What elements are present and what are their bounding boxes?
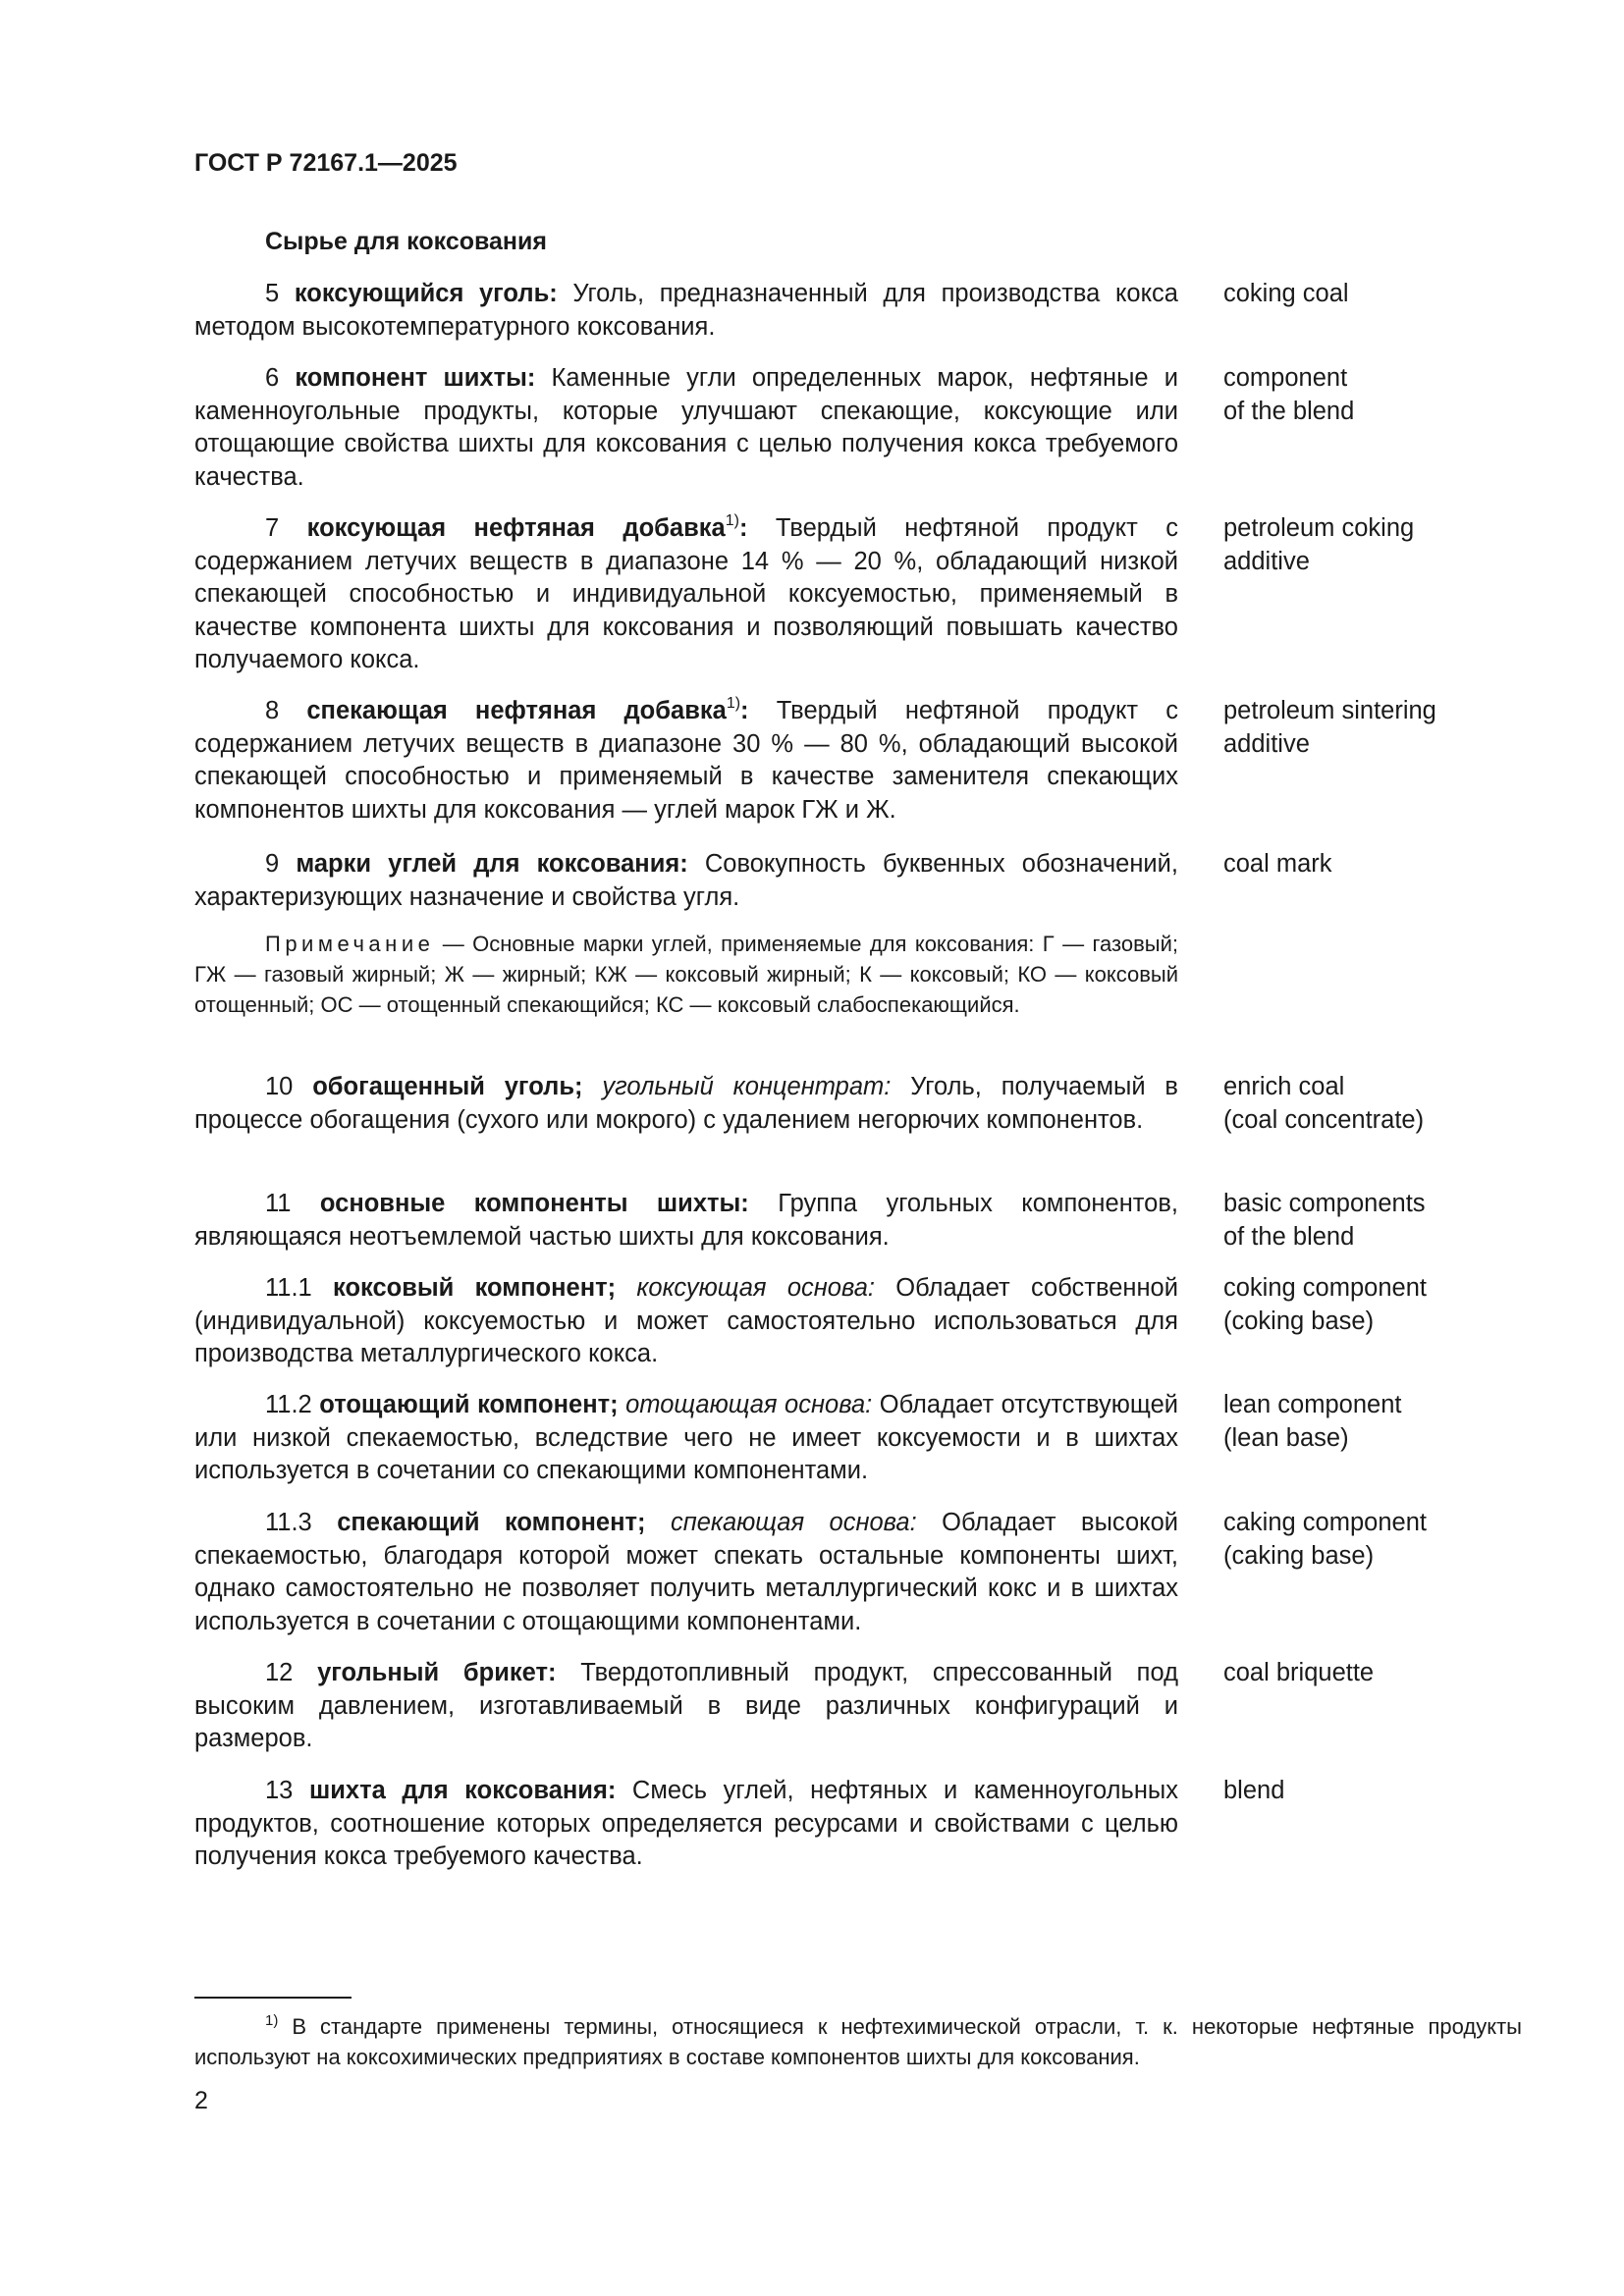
- term-synonym: коксующая основа:: [636, 1274, 875, 1302]
- term-definition: [194, 1775, 1178, 1874]
- term-number: 11.3: [265, 1509, 312, 1536]
- term-number: 5: [265, 280, 280, 307]
- definition-text: Твердотопливный продукт, спрессованный под высоким давлением, изготавливаемый в виде различных конфигураций и размеров.: [194, 1659, 1178, 1752]
- definition-text: Группа угольных компонентов, являющаяся неотъемлемой частью шихты для коксования.: [194, 1190, 1178, 1251]
- english-equivalent: enrich coal (coal concentrate): [1223, 1073, 1425, 1134]
- term-definition: [194, 1657, 1178, 1756]
- english-equivalent: coking component (coking base): [1223, 1274, 1427, 1335]
- term-name: основные компоненты шихты:: [319, 1190, 749, 1217]
- term-name: шихта для коксования:: [308, 1777, 617, 1804]
- definition-text: Уголь, получаемый в процессе обогащения (сухого или мокрого) с удалением негорючих компонентов.: [194, 1073, 1178, 1134]
- footnote: [194, 2011, 1522, 2072]
- english-equivalent: component of the blend: [1223, 364, 1355, 425]
- definition-text: Смесь углей, нефтяных и каменноугольных продуктов, соотношение которых определяется ресурсами и свойствами с целью получения кокса требуемого качества.: [194, 1777, 1178, 1870]
- english-equivalent: caking component (caking base): [1223, 1509, 1427, 1570]
- term-name: марки углей для коксования:: [296, 850, 688, 878]
- term-definition: [194, 1389, 1178, 1488]
- term-number: 10: [265, 1073, 294, 1100]
- english-equivalent: basic components of the blend: [1223, 1190, 1426, 1251]
- page-number: 2: [194, 2087, 208, 2114]
- term-name: угольный брикет:: [317, 1659, 557, 1686]
- definition-text: Обладает отсутствующей или низкой спекаемостью, вследствие чего не имеет коксуемости и в шихтах используется в сочетании со спекающими компонентами.: [194, 1391, 1178, 1484]
- definition-text: Обладает высокой спекаемостью, благодаря которой может спекать остальные компоненты шихт, однако самостоятельно не позволяет получить металлургический кокс и в шихтах используется в сочетании с отощающими компонентами.: [194, 1509, 1178, 1635]
- term-name: коксовый компонент;: [333, 1274, 617, 1302]
- english-equivalent: coal mark: [1223, 850, 1332, 878]
- term-name: спекающая нефтяная добавка: [306, 697, 727, 724]
- term-number: 11.1: [265, 1274, 312, 1302]
- term-definition: 8 спекающая нефтяная добавка$^{1)}$: Твердый нефтяной продукт с содержанием летучих веществ в диапазоне 30 % — 80 %, обладающий высокой спекающей способностью и применяемый в качестве заменителя спекающих компонентов шихты для коксования — углей марок ГЖ и Ж.: [194, 695, 1178, 824]
- term-name: коксующая нефтяная добавка: [306, 514, 726, 542]
- term-synonym: отощающая основа:: [625, 1391, 873, 1418]
- term-number: 11: [265, 1190, 292, 1217]
- english-equivalent: blend: [1223, 1777, 1285, 1804]
- definition-text: Твердый нефтяной продукт с содержанием летучих веществ в диапазоне 14 % — 20 %, обладающий низкой спекающей способностью и индивидуальной коксуемостью, применяемый в качестве компонента шихты для коксования и позволяющий повышать качество получаемого кокса.: [194, 514, 1178, 673]
- definition-text: Обладает собственной (индивидуальной) коксуемостью и может самостоятельно использоваться для производства металлургического кокса.: [194, 1274, 1178, 1367]
- note-text: — Основные марки углей, применяемые для коксования: Г — газовый; ГЖ — газовый жирный; Ж — жирный; КЖ — коксовый жирный; К — коксовый; КО — коксовый отощенный; ОС — отощенный спекающийся; КС — коксовый слабоспекающийся.: [194, 932, 1178, 1017]
- term-definition: 7 коксующая нефтяная добавка$^{1)}$: Твердый нефтяной продукт с содержанием летучих веществ в диапазоне 14 % — 20 %, обладающий низкой спекающей способностью и индивидуальной коксуемостью, применяемый в качестве компонента шихты для коксования и позволяющий повышать качество получаемого кокса.: [194, 512, 1178, 673]
- section-title: Сырье для коксования: [265, 228, 547, 255]
- term-definition: [194, 1272, 1178, 1371]
- footnote-divider: [194, 1997, 352, 1999]
- term-name: отощающий компонент;: [319, 1391, 619, 1418]
- definition-text: Уголь, предназначенный для производства кокса методом высокотемпературного коксования.: [194, 280, 1178, 341]
- term-synonym: спекающая основа:: [670, 1509, 917, 1536]
- note-label: Примечание: [265, 932, 435, 956]
- footnote-marker: 1): [725, 512, 739, 529]
- term-number: 11.2: [265, 1391, 312, 1418]
- term-name: обогащенный уголь;: [312, 1073, 583, 1100]
- footnote-marker: 1): [265, 2012, 279, 2029]
- definition-text: Совокупность буквенных обозначений, характеризующих назначение и свойства угля.: [194, 850, 1178, 911]
- term-number: 6: [265, 364, 280, 392]
- term-name: спекающий компонент;: [337, 1509, 646, 1536]
- term-definition: [194, 278, 1178, 344]
- english-equivalent: coking coal: [1223, 280, 1349, 307]
- footnote-text: В стандарте применены термины, относящиеся к нефтехимической отрасли, т. к. некоторые нефтяные продукты используют на коксохимических предприятиях в составе компонентов шихты для коксования.: [194, 2014, 1522, 2069]
- term-number: 13: [265, 1777, 294, 1804]
- term-number: 7: [265, 514, 280, 542]
- term-definition: [194, 848, 1178, 914]
- definition-text: Каменные угли определенных марок, нефтяные и каменноугольные продукты, которые улучшают спекающие, коксующие или отощающие свойства шихты для коксования с целью получения кокса требуемого качества.: [194, 364, 1179, 491]
- term-definition: [194, 362, 1178, 494]
- term-definition: [194, 1071, 1178, 1137]
- term-synonym: угольный концентрат:: [602, 1073, 892, 1100]
- definition-text: Твердый нефтяной продукт с содержанием летучих веществ в диапазоне 30 % — 80 %, обладающий высокой спекающей способностью и применяемый в качестве заменителя спекающих компонентов шихты для коксования — углей марок ГЖ и Ж.: [194, 697, 1178, 824]
- term-definition: [194, 1188, 1178, 1254]
- term-name: коксующийся уголь:: [294, 280, 558, 307]
- term-number: 8: [265, 697, 280, 724]
- term-number: 9: [265, 850, 280, 878]
- term-definition: [194, 1507, 1178, 1638]
- english-equivalent: petroleum sintering additive: [1223, 697, 1436, 758]
- note-block: [194, 929, 1178, 1020]
- footnote-marker: 1): [726, 695, 741, 712]
- english-equivalent: coal briquette: [1223, 1659, 1375, 1686]
- term-number: 12: [265, 1659, 294, 1686]
- term-name: компонент шихты:: [295, 364, 536, 392]
- english-equivalent: lean component (lean base): [1223, 1391, 1402, 1452]
- standard-code: ГОСТ Р 72167.1—2025: [194, 149, 458, 177]
- english-equivalent: petroleum coking additive: [1223, 514, 1415, 575]
